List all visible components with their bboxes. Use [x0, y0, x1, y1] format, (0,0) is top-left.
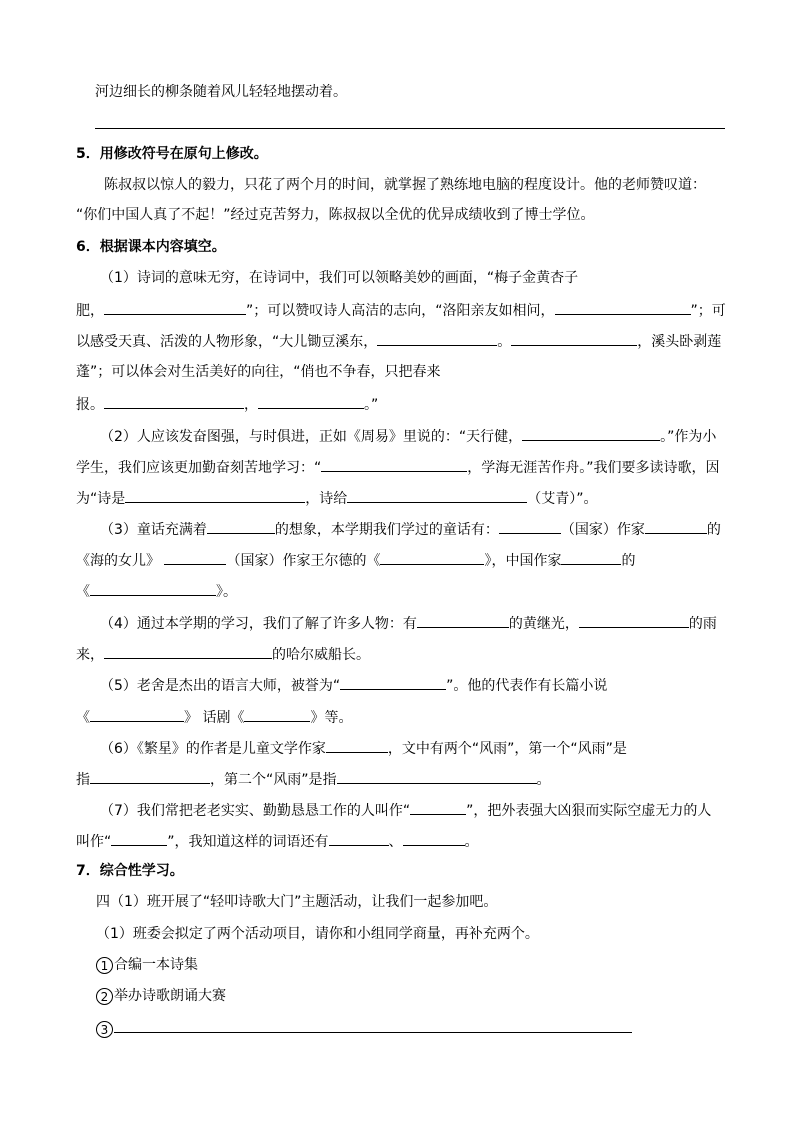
q6-p1-line-b [76, 299, 726, 321]
q5-line2: “你们中国人真了不起！”经过克苦努力，陈叔叔以全优的优异成绩收到了博士学位。 [76, 207, 595, 223]
text: 为“诗是 [76, 491, 126, 507]
q6-p3-line-c [76, 580, 237, 602]
text: （3）童话充满着 [100, 522, 207, 538]
blank[interactable] [90, 580, 216, 596]
text: （国家）作家王尔德的《 [226, 553, 381, 569]
text: ”；可 [690, 303, 726, 319]
blank[interactable] [645, 518, 707, 534]
blank[interactable] [579, 612, 689, 628]
q6-p1-line-e [76, 393, 378, 415]
q6-p7-line-a [100, 799, 711, 821]
q6-p1-line-c [76, 330, 721, 352]
blank[interactable] [417, 612, 509, 628]
text: ”。他的代表作有长篇小说 [446, 678, 608, 694]
text: ，文中有两个“风雨”，第一个“风雨”是 [387, 741, 627, 757]
blank[interactable] [347, 487, 527, 503]
text: （6）《繁星》的作者是儿童文学作家 [100, 741, 326, 757]
blank[interactable] [337, 768, 537, 784]
blank[interactable] [111, 830, 167, 846]
text: 。 [497, 334, 512, 350]
text: （艾青）”。 [527, 491, 598, 507]
blank[interactable] [114, 1017, 632, 1033]
text: （2）人应该发奋图强，与时俱进，正如《周易》里说的：“天行健， [100, 429, 523, 445]
blank[interactable] [164, 549, 226, 565]
q6-p7-line-b [76, 830, 479, 852]
text: 《 [76, 584, 90, 600]
text: 学生，我们应该更加勤奋刻苦地学习：“ [76, 460, 322, 476]
q6-p1-line-a: （1）诗词的意味无穷，在诗词中，我们可以领略美妙的画面，“梅子金黄杏子 [100, 270, 579, 286]
text: 指 [76, 772, 90, 788]
text: （7）我们常把老老实实、勤勤恳恳工作的人叫作“ [100, 803, 411, 819]
text: ，溪头卧剥莲 [637, 334, 722, 350]
text: 《海的女儿》 [76, 553, 160, 569]
blank[interactable] [207, 518, 275, 534]
blank[interactable] [125, 487, 305, 503]
text: 《 [76, 710, 90, 726]
q6-p2-line-b [76, 456, 720, 478]
circled-number: 3 [96, 1021, 113, 1038]
text: （国家）作家 [560, 522, 645, 538]
q5-title: 5．用修改符号在原句上修改。 [76, 146, 268, 162]
text: 、 [388, 834, 403, 850]
blank[interactable] [326, 737, 388, 753]
q6-p2-line-a [100, 425, 716, 447]
text: ，第二个“风雨”是指 [210, 772, 337, 788]
text: 》，中国作家 [484, 553, 562, 569]
text: 。” [364, 397, 379, 413]
blank[interactable] [104, 299, 246, 315]
blank[interactable] [511, 330, 637, 346]
text: ”，把外表强大凶狠而实际空虚无力的人 [466, 803, 712, 819]
text: ，学海无涯苦作舟。”我们要多读诗歌，因 [467, 460, 720, 476]
circled-number: 2 [96, 988, 113, 1005]
q6-p3-line-a [100, 518, 721, 540]
q6-title: 6．根据课本内容填空。 [76, 239, 226, 255]
text: 以感受天真、活泼的人物形象，“大儿锄豆溪东， [76, 334, 378, 350]
text: 》等。 [310, 710, 353, 726]
answer-line[interactable] [95, 128, 725, 129]
blank[interactable] [410, 799, 466, 815]
blank[interactable] [90, 706, 184, 722]
blank[interactable] [340, 674, 446, 690]
text: ”；可以赞叹诗人高洁的志向，“洛阳亲友如相问， [246, 303, 555, 319]
q6-p4-line-a [100, 612, 717, 634]
text: ”，我知道这样的词语还有 [167, 834, 329, 850]
q6-p1-line-d: 蓬”；可以体会对生活美好的向往，“俏也不争春，只把春来 [76, 364, 441, 380]
text: 的哈尔威船长。 [272, 647, 370, 663]
blank[interactable] [104, 393, 244, 409]
item-text: 合编一本诗集 [114, 957, 198, 973]
q7-title: 7．综合性学习。 [76, 863, 184, 879]
q6-p6-line-a [100, 737, 627, 759]
blank[interactable] [321, 456, 467, 472]
text: （5）老舍是杰出的语言大师，被誉为“ [100, 678, 341, 694]
text: 肥， [76, 303, 104, 319]
text: 报。 [76, 397, 104, 413]
text: 的雨 [688, 616, 717, 632]
text: 的 [621, 553, 636, 569]
blank[interactable] [244, 706, 310, 722]
text: 》。 [216, 584, 237, 600]
text: 的 [706, 522, 721, 538]
q7-item-3 [96, 1017, 632, 1039]
blank[interactable] [90, 768, 210, 784]
text: （4）通过本学期的学习，我们了解了许多人物：有 [100, 616, 417, 632]
top-sentence: 河边细长的柳条随着风儿轻轻地摆动着。 [95, 84, 347, 100]
q6-p6-line-b [76, 768, 551, 790]
q6-p3-line-b [76, 549, 635, 571]
text: 的黄继光， [508, 616, 579, 632]
text: ， [244, 397, 258, 413]
blank[interactable] [377, 330, 497, 346]
q7-item-1 [96, 955, 198, 975]
text: 。 [464, 834, 479, 850]
q5-line1: 陈叔叔以惊人的毅力，只花了两个月的时间，就掌握了熟练地电脑的程度设计。他的老师赞叹道： [104, 177, 706, 193]
text: 的想象，本学期我们学过的童话有： [274, 522, 499, 538]
blank[interactable] [403, 830, 465, 846]
blank[interactable] [522, 425, 660, 441]
q6-p5-line-b [76, 706, 352, 728]
q7-intro: 四（1）班开展了“轻叩诗歌大门”主题活动，让我们一起参加吧。 [96, 894, 498, 910]
text: 来， [76, 647, 104, 663]
circled-number: 1 [96, 957, 113, 974]
text: ，诗给 [305, 491, 348, 507]
q6-p2-line-c [76, 487, 598, 509]
q7-item-2 [96, 986, 226, 1006]
q7-sub1: （1）班委会拟定了两个活动项目，请你和小组同学商量，再补充两个。 [96, 926, 539, 942]
blank[interactable] [104, 643, 272, 659]
blank[interactable] [499, 518, 561, 534]
item-text: 举办诗歌朗诵大赛 [114, 988, 226, 1004]
text: 。 [536, 772, 551, 788]
text: 叫作“ [76, 834, 112, 850]
text: 。”作为小 [660, 429, 717, 445]
blank[interactable] [555, 299, 691, 315]
blank[interactable] [561, 549, 621, 565]
q6-p4-line-b [76, 643, 370, 665]
text: 》 话剧《 [184, 710, 245, 726]
blank[interactable] [258, 393, 364, 409]
blank[interactable] [329, 830, 389, 846]
blank[interactable] [380, 549, 484, 565]
q6-p5-line-a [100, 674, 607, 696]
